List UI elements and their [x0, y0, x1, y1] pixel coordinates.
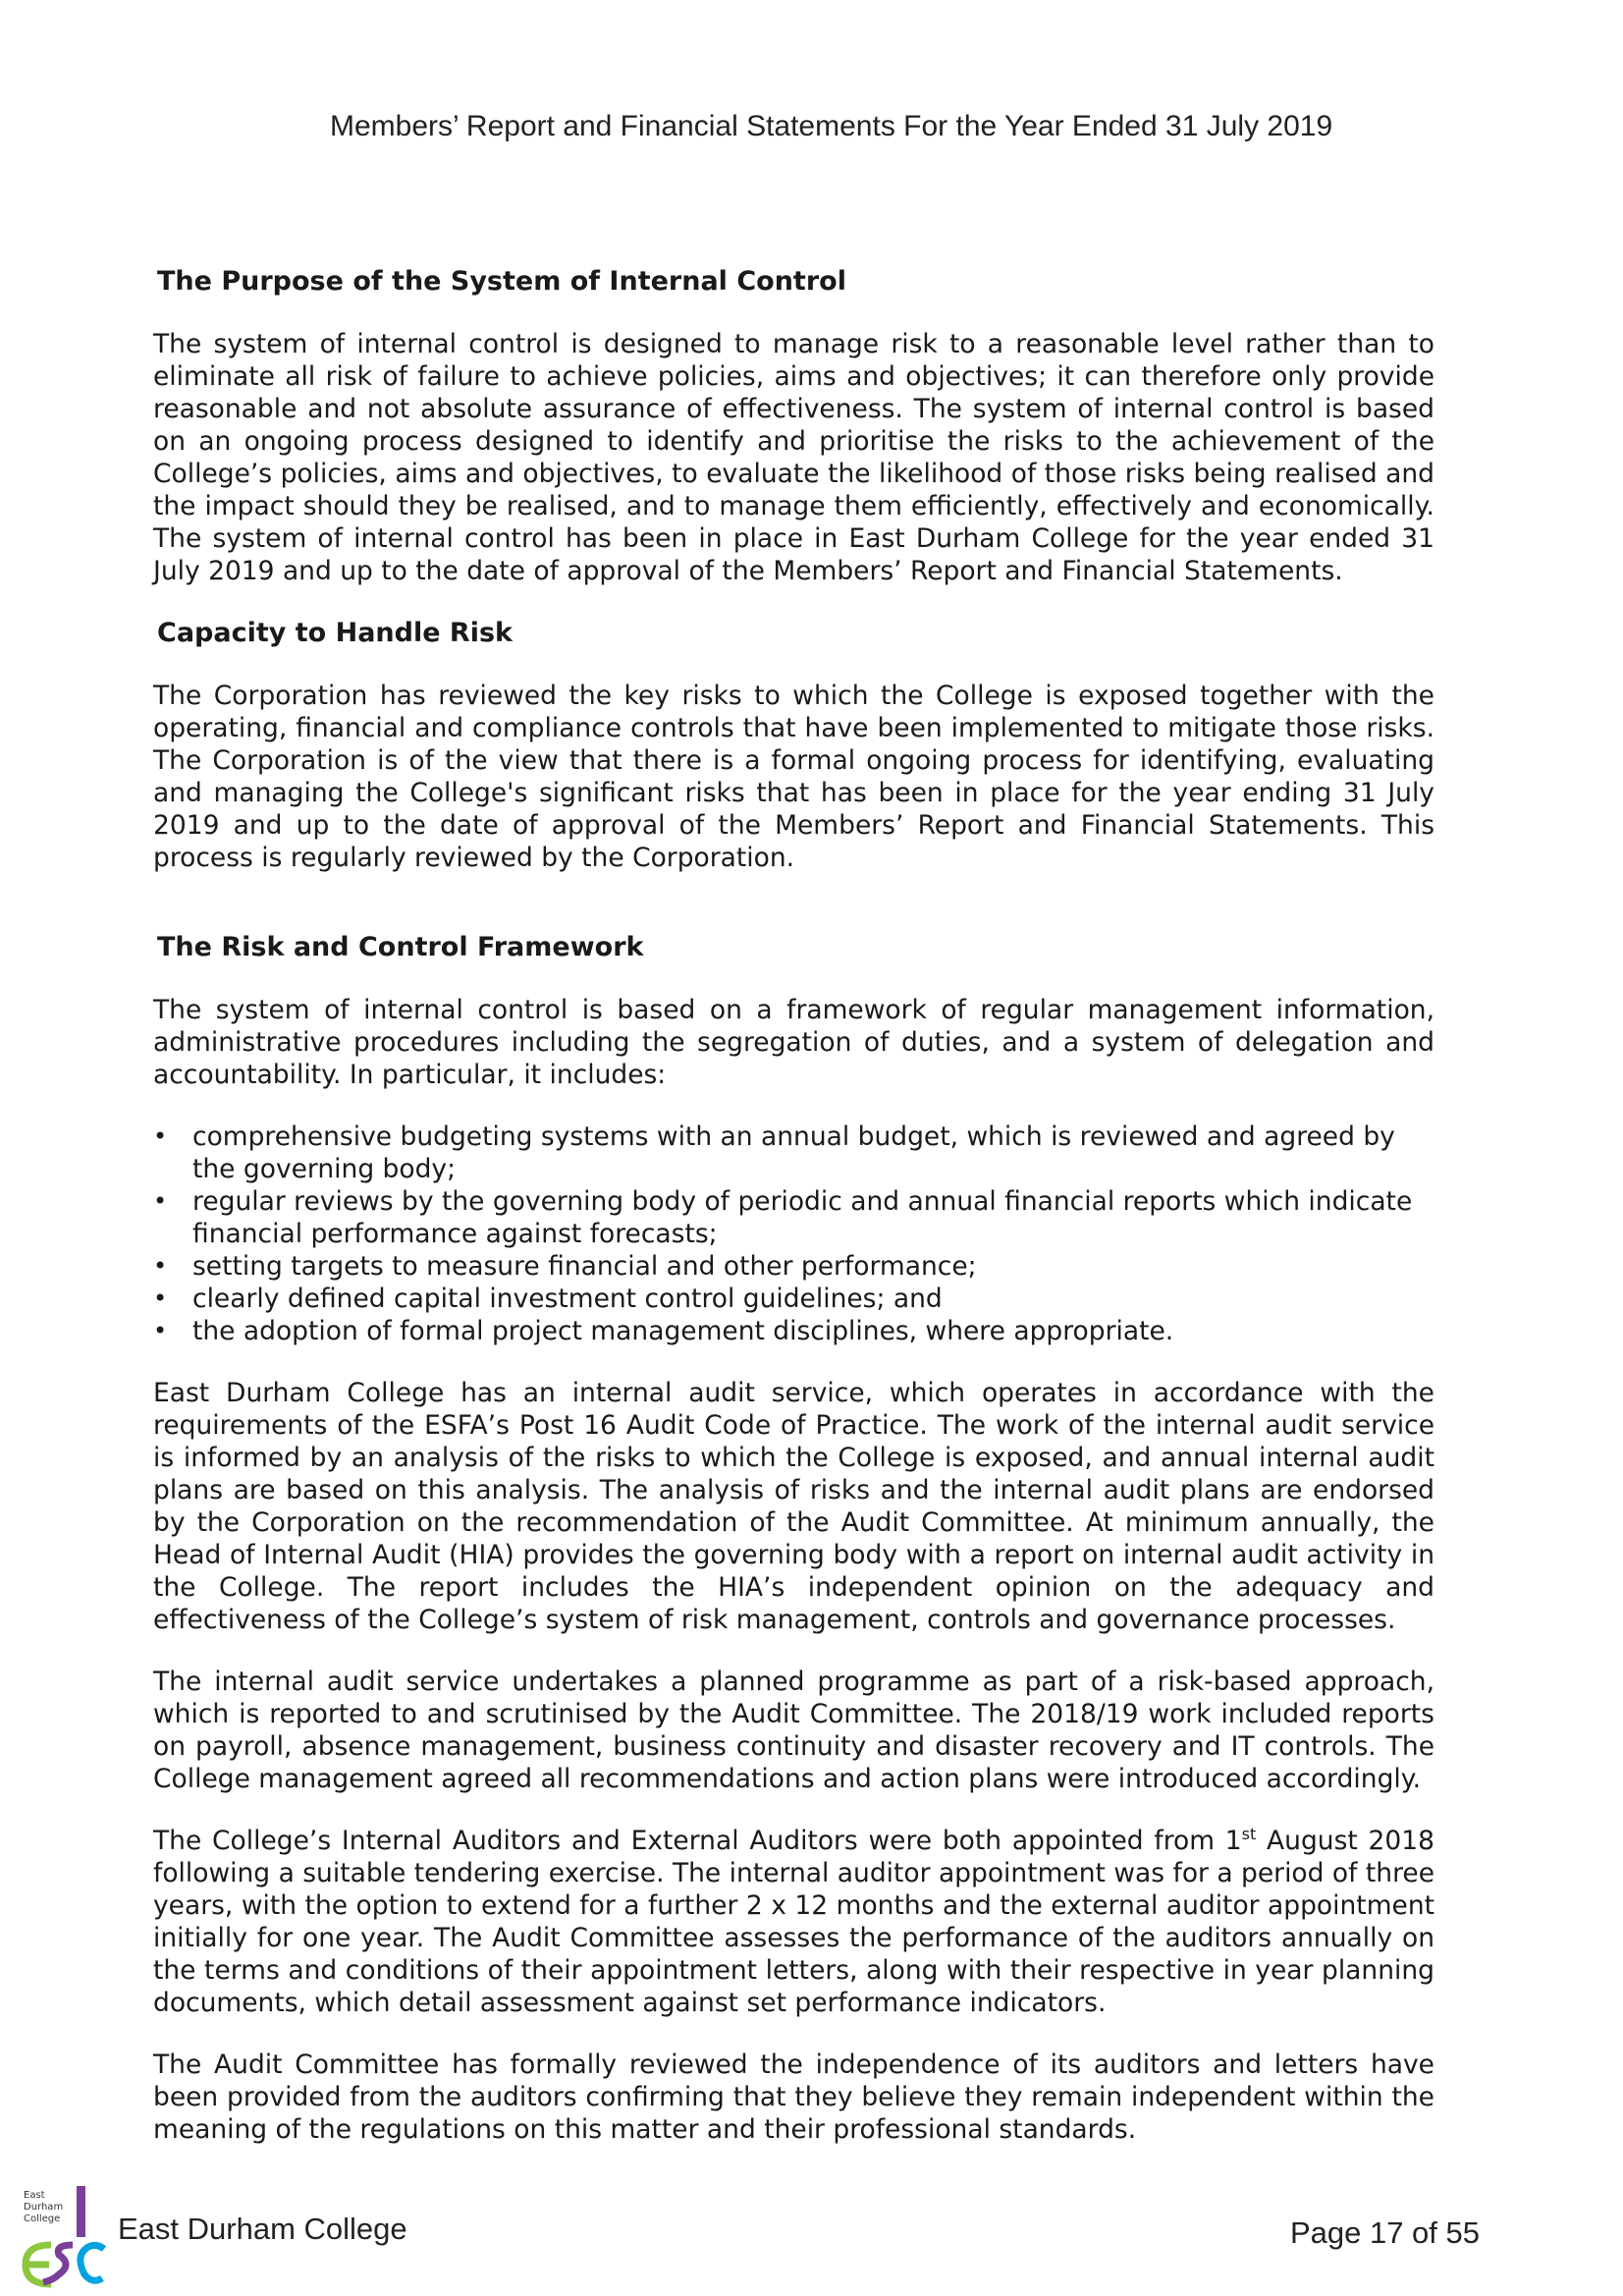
list-item: • the adoption of formal project management disciplines, where appropriate.	[192, 1315, 1434, 1347]
logo-purple-bar	[77, 2186, 85, 2237]
list-item: • regular reviews by the governing body of periodic and annual financial reports which indicate financial performance against forecasts;	[192, 1185, 1434, 1250]
logo-text-college: College	[24, 2214, 61, 2224]
list-item: • setting targets to measure financial and other performance;	[192, 1250, 1434, 1283]
spacer	[134, 903, 1434, 931]
paragraph-purpose: The system of internal control is designed to manage risk to a reasonable level rather than to eliminate all risk of failure to achieve policies, aims and objectives; it can therefore only provide reasonable and not absolute assurance of effectiveness. The system of internal control is based on an ongoing process designed to identify and prioritise the risks to the achievement of the College’s policies, aims and objectives, to evaluate the likelihood of those risks being realised and the impact should they be realised, and to manage them efficiently, effectively and economically. The system of internal control has been in place in East Durham College for the year ended 31 July 2019 and up to the date of approval of the Members’ Report and Financial Statements.	[153, 329, 1434, 586]
footer-college-name: East Durham College	[118, 2212, 407, 2246]
list-item: • clearly defined capital investment control guidelines; and	[192, 1283, 1434, 1315]
auditors-text-b: August 2018 following a suitable tendering exercise. The internal auditor appointment was for a period of three years, with the option to extend for a further 2 x 12 months and the external auditor appointment initially for one year. The Audit Committee assesses the performance of the auditors annually on the terms and conditions of their appointment letters, along with their respective in year planning documents, which detail assessment against set performance indicators.	[153, 1826, 1434, 2018]
paragraph-auditor-independence: The Audit Committee has formally reviewed the independence of its auditors and letters have been provided from the auditors confirming that they believe they remain independent within the meaning of the regulations on this matter and their professional standards.	[153, 2050, 1434, 2145]
bullet-list	[153, 1121, 1434, 1347]
document-body	[134, 265, 1434, 2175]
page-header: Members’ Report and Financial Statements For the Year Ended 31 July 2019	[330, 110, 1333, 142]
paragraph-audit-service: East Durham College has an internal audit service, which operates in accordance with the requirements of the ESFA’s Post 16 Audit Code of Practice. The work of the internal audit service is informed by an analysis of the risks to which the College is exposed, and annual internal audit plans are based on this analysis. The analysis of risks and the internal audit plans are endorsed by the Corporation on the recommendation of the Audit Committee. At minimum annually, the Head of Internal Audit (HIA) provides the governing body with a report on internal audit activity in the College. The report includes the HIA’s independent opinion on the adequacy and effectiveness of the College’s system of risk management, controls and governance processes.	[153, 1378, 1434, 1635]
paragraph-auditors-appointment	[153, 1825, 1434, 2019]
auditors-text-a: The College’s Internal Auditors and External Auditors were both appointed from 1	[153, 1826, 1242, 1856]
logo-text-east: East	[24, 2190, 45, 2201]
paragraph-framework-intro: The system of internal control is based on a framework of regular management information, administrative procedures including the segregation of duties, and a system of delegation and accountability. In particular, it includes:	[153, 995, 1434, 1090]
logo-c-shape	[81, 2245, 104, 2280]
ordinal-suffix: st	[1241, 1825, 1257, 1844]
section-heading-framework: The Risk and Control Framework	[157, 932, 644, 962]
list-item: • comprehensive budgeting systems with an annual budget, which is reviewed and agreed by the governing body;	[192, 1121, 1434, 1185]
section-heading-capacity: Capacity to Handle Risk	[157, 618, 514, 648]
college-logo	[22, 2184, 108, 2288]
page-number: Page 17 of 55	[1289, 2215, 1480, 2250]
logo-text-durham: Durham	[24, 2202, 64, 2213]
section-heading-purpose: The Purpose of the System of Internal Control	[157, 266, 846, 297]
paragraph-capacity: The Corporation has reviewed the key risks to which the College is exposed together with the operating, financial and compliance controls that have been implemented to mitigate those risks. The Corporation is of the view that there is a formal ongoing process for identifying, evaluating and managing the College's significant risks that has been in place for the year ending 31 July 2019 and up to the date of approval of the Members’ Report and Financial Statements. This process is regularly reviewed by the Corporation.	[153, 681, 1434, 873]
paragraph-audit-programme: The internal audit service undertakes a planned programme as part of a risk-based approach, which is reported to and scrutinised by the Audit Committee. The 2018/19 work included reports on payroll, absence management, business continuity and disaster recovery and IT controls. The College management agreed all recommendations and action plans were introduced accordingly.	[153, 1667, 1434, 1794]
